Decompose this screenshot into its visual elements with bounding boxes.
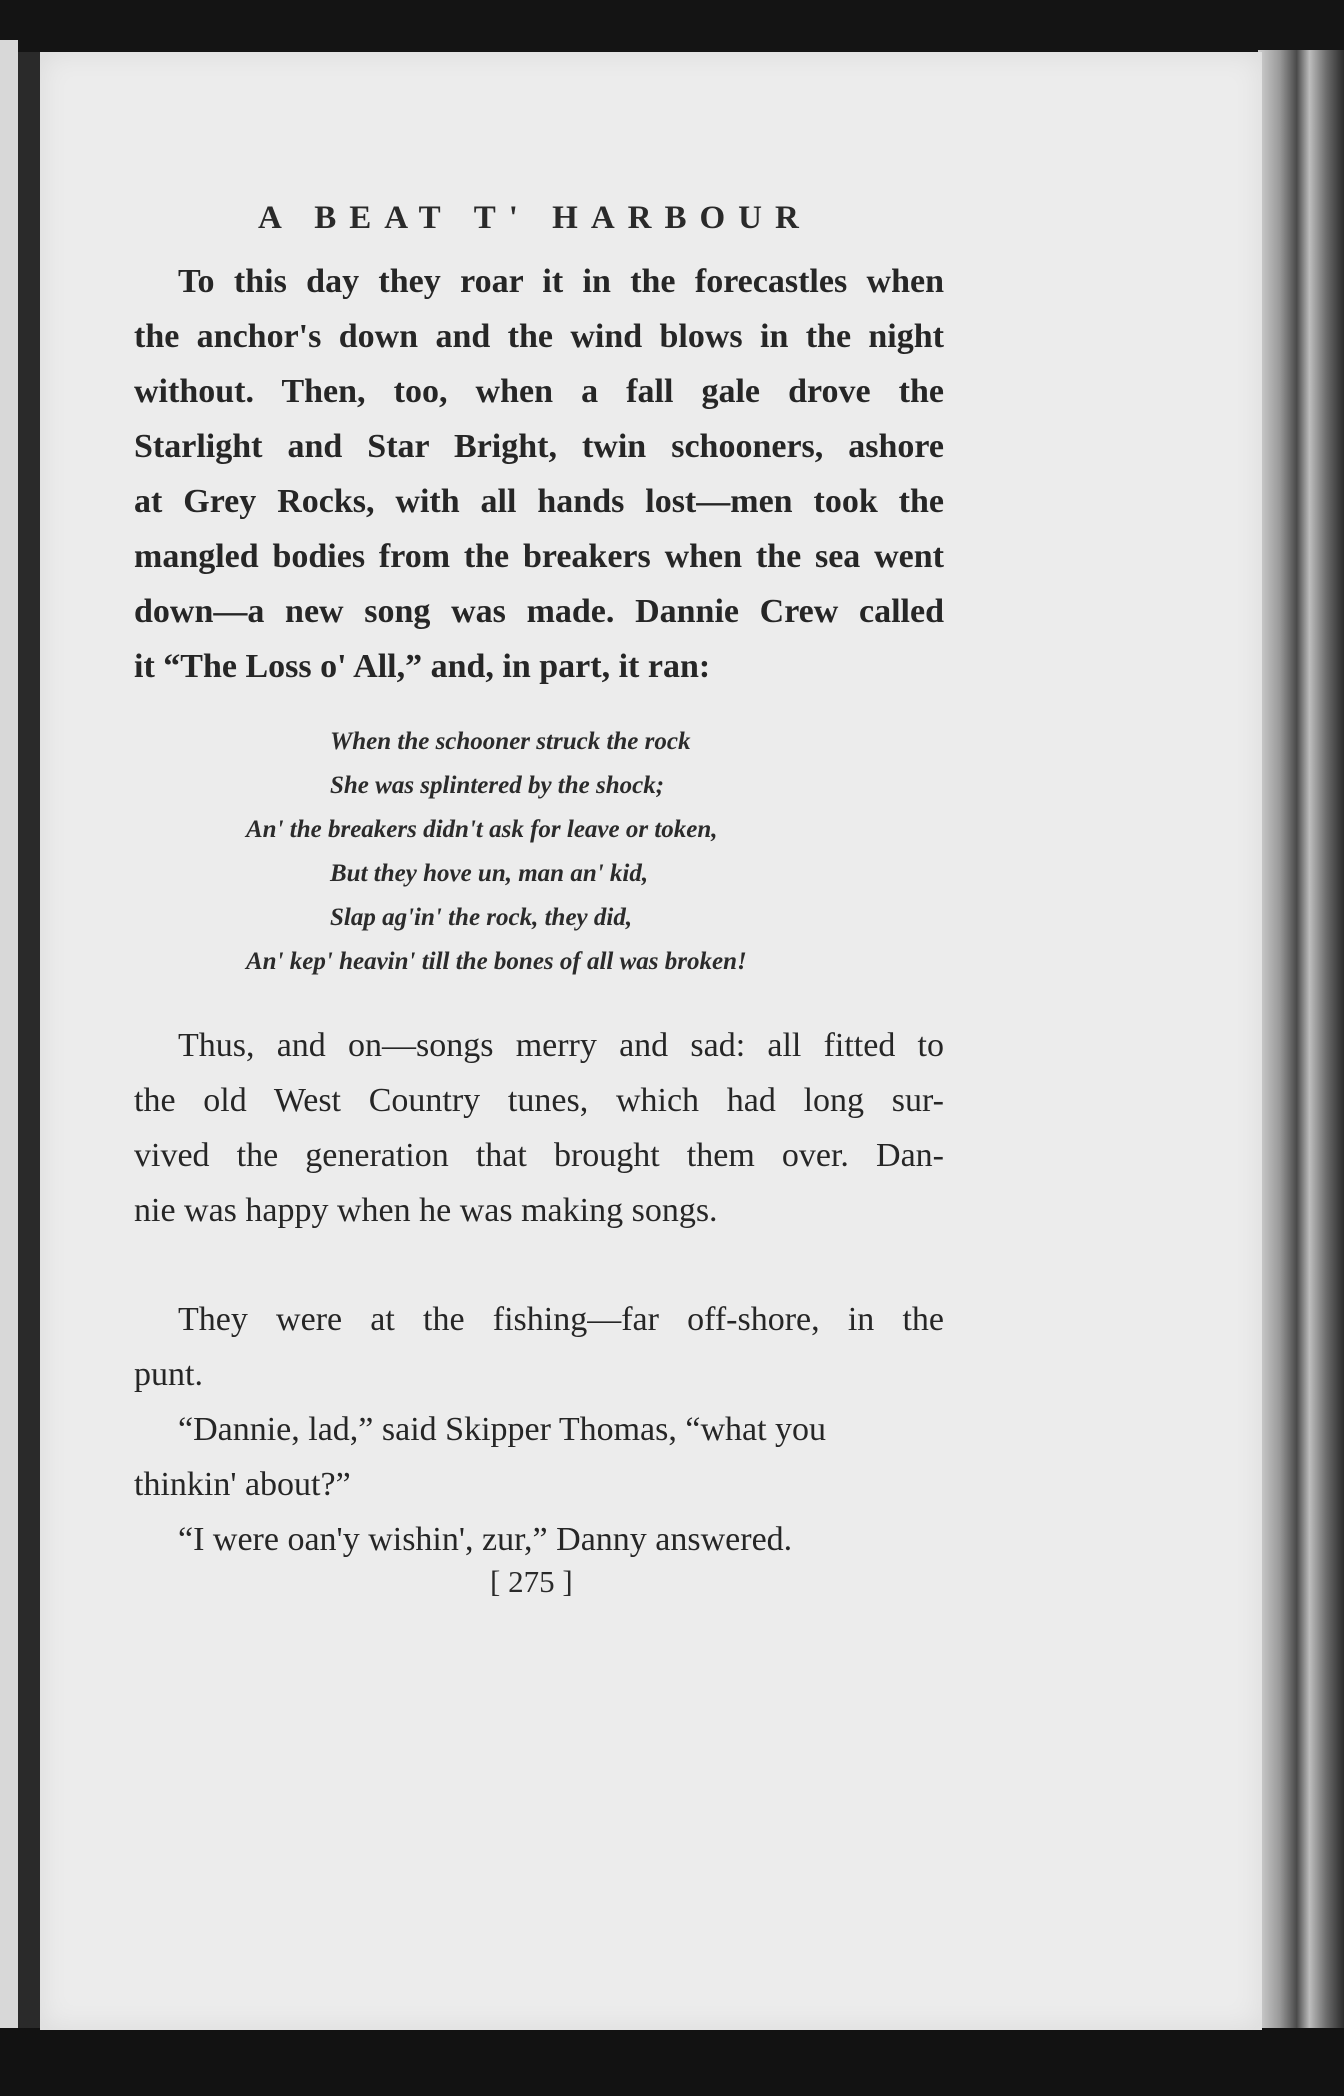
verse-line: An' the breakers didn't ask for leave or token, [246, 816, 718, 843]
text-line: “I were oan'y wishin', zur,” Danny answered. [178, 1521, 793, 1558]
page-number: [ 275 ] [490, 1564, 573, 1599]
text-line: the old West Country tunes, which had long sur- [134, 1082, 944, 1119]
running-head: A BEAT T' HARBOUR [258, 200, 812, 236]
text-line: They were at the fishing—far off-shore, in the [178, 1301, 944, 1338]
verse-line: Slap ag'in' the rock, they did, [330, 904, 633, 931]
verse-line: When the schooner struck the rock [330, 728, 691, 755]
paragraph-1 [134, 254, 944, 694]
text-line: without. Then, too, when a fall gale drove the [134, 373, 944, 410]
verse-line: She was splintered by the shock; [330, 772, 665, 799]
text-line: thinkin' about?” [134, 1466, 351, 1503]
paragraph-5 [134, 1512, 944, 1567]
text-line: Thus, and on—songs merry and sad: all fitted to [178, 1027, 944, 1064]
text-line: nie was happy when he was making songs. [134, 1192, 718, 1229]
verse-block [240, 720, 900, 984]
verse-line: An' kep' heavin' till the bones of all was broken! [246, 948, 747, 975]
text-line: punt. [134, 1356, 203, 1393]
text-line: mangled bodies from the breakers when the sea went [134, 538, 944, 575]
scan-bottom-border [0, 2028, 1344, 2096]
paragraph-2 [134, 1018, 944, 1238]
book-page-edges [1258, 50, 1344, 2035]
text-line: “Dannie, lad,” said Skipper Thomas, “what you [178, 1411, 827, 1448]
text-line: Starlight and Star Bright, twin schooners, ashore [134, 428, 944, 465]
text-line: down—a new song was made. Dannie Crew called [134, 593, 944, 630]
text-line: at Grey Rocks, with all hands lost—men took the [134, 483, 944, 520]
scan-top-border [0, 0, 1344, 58]
text-line: To this day they roar it in the forecastles when [178, 263, 944, 300]
scan-left-margin [0, 40, 18, 2030]
text-line: vived the generation that brought them over. Dan- [134, 1137, 944, 1174]
verse-line: But they hove un, man an' kid, [330, 860, 649, 887]
text-line: the anchor's down and the wind blows in the night [134, 318, 944, 355]
paragraph-4 [134, 1402, 944, 1512]
book-left-edge [18, 52, 40, 2032]
text-line: it “The Loss o' All,” and, in part, it ran: [134, 648, 711, 685]
paragraph-3 [134, 1292, 944, 1402]
